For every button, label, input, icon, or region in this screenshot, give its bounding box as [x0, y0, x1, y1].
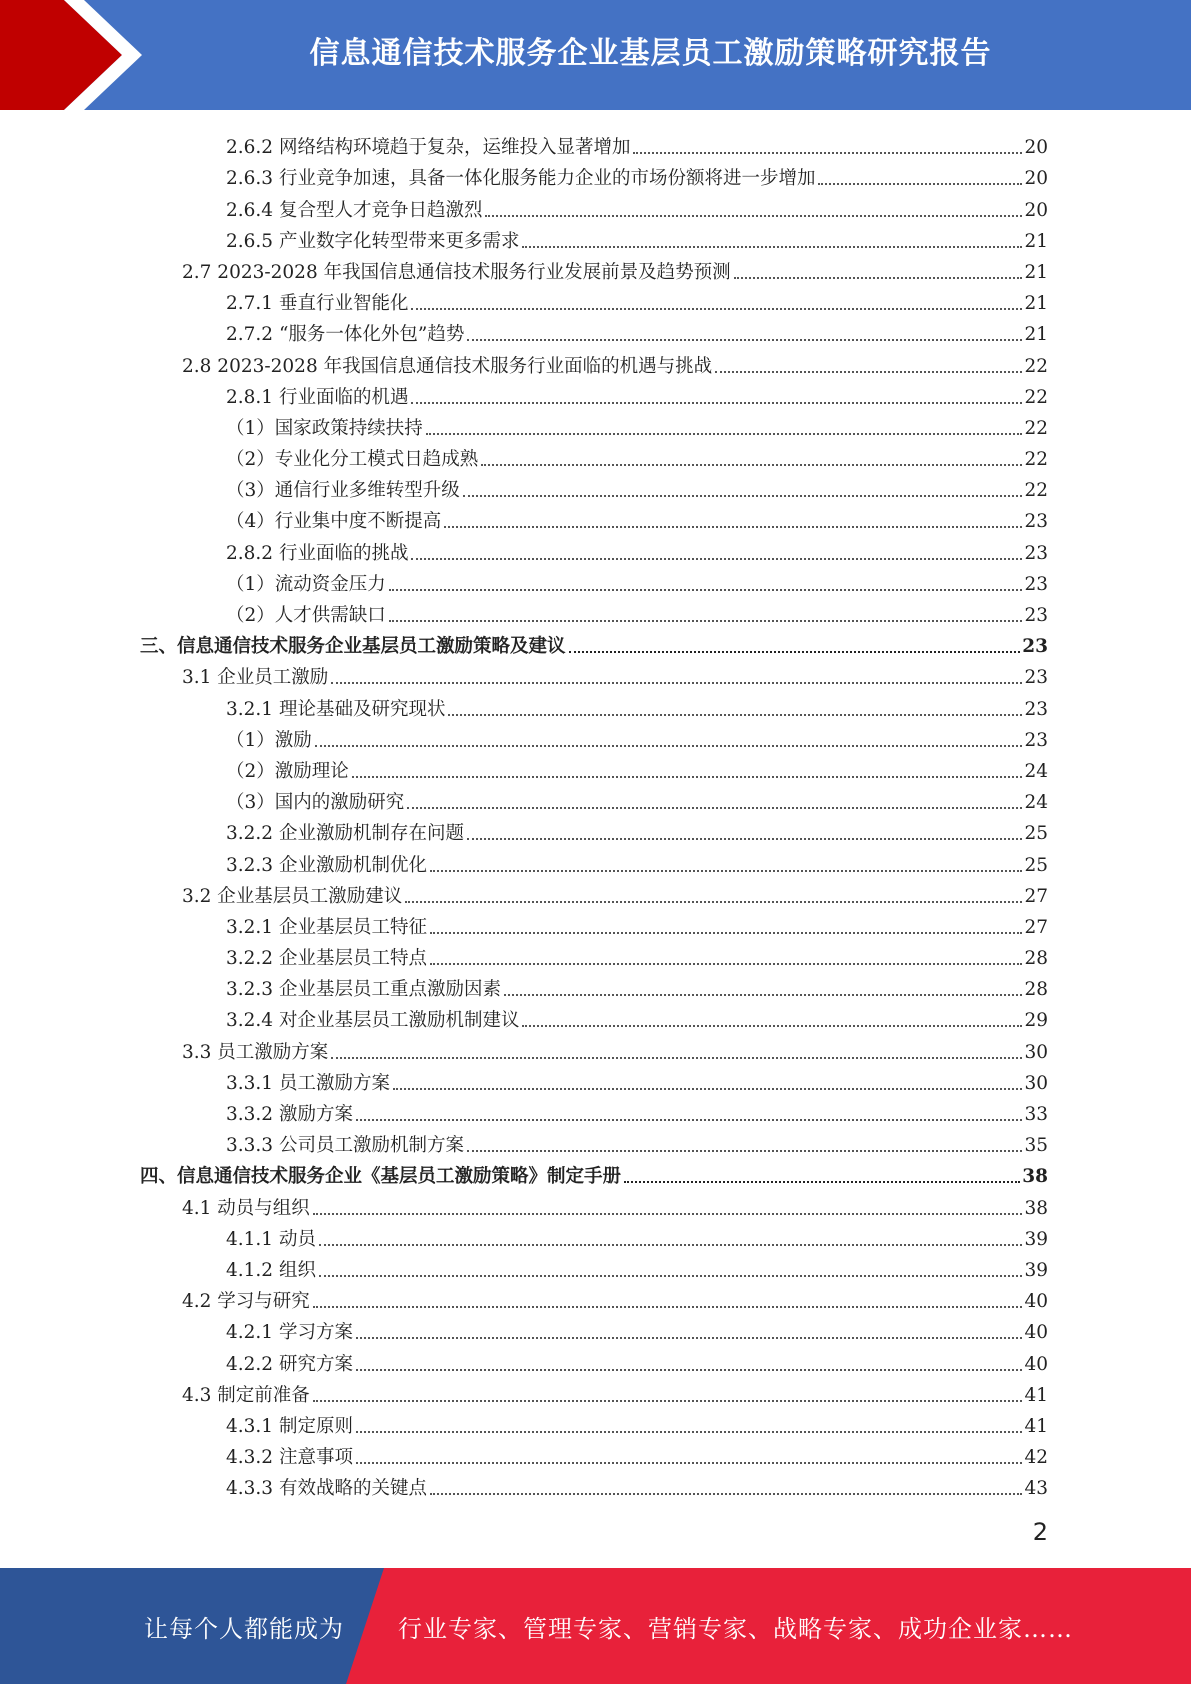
toc-dot-leader	[467, 1150, 1022, 1152]
toc-dot-leader	[504, 994, 1022, 996]
toc-dot-leader	[522, 1025, 1022, 1027]
toc-dot-leader	[411, 558, 1022, 560]
toc-dot-leader	[389, 589, 1023, 591]
toc-entry[interactable]	[140, 721, 1048, 752]
toc-dot-leader	[411, 308, 1022, 310]
toc-entry-page: 22	[1024, 355, 1048, 377]
toc-entry[interactable]	[140, 1469, 1048, 1500]
toc-entry-label: （2）激励理论	[226, 760, 349, 782]
toc-entry[interactable]	[140, 190, 1048, 221]
toc-entry-label: 3.2 企业基层员工激励建议	[182, 885, 403, 907]
toc-entry[interactable]	[140, 845, 1048, 876]
toc-entry-label: （1）国家政策持续扶持	[226, 417, 423, 439]
toc-dot-leader	[393, 1088, 1022, 1090]
toc-entry-page: 40	[1024, 1291, 1048, 1313]
toc-entry-label: （2）专业化分工模式日趋成熟	[226, 449, 479, 471]
toc-dot-leader	[430, 870, 1022, 872]
toc-dot-leader	[313, 1306, 1023, 1308]
toc-entry-label: （3）国内的激励研究	[226, 792, 405, 814]
toc-entry-page: 41	[1024, 1384, 1048, 1406]
toc-entry-page: 23	[1024, 511, 1048, 533]
toc-entry-label: 4.3.3 有效战略的关键点	[226, 1478, 427, 1500]
toc-dot-leader	[467, 838, 1022, 840]
toc-entry-page: 23	[1024, 605, 1048, 626]
toc-dot-leader	[463, 495, 1023, 497]
toc-entry-label: 3.1 企业员工激励	[182, 667, 329, 689]
toc-entry-label: 四、信息通信技术服务企业《基层员工激励策略》制定手册	[140, 1166, 622, 1188]
toc-entry-page: 39	[1024, 1259, 1048, 1281]
toc-entry-label: 3.2.2 企业激励机制存在问题	[226, 823, 464, 845]
toc-entry-page: 27	[1024, 916, 1048, 938]
toc-dot-leader	[633, 152, 1022, 154]
toc-dot-leader	[352, 776, 1023, 778]
toc-entry-page: 25	[1024, 854, 1048, 876]
toc-entry[interactable]	[140, 658, 1048, 689]
page-footer	[0, 1568, 1191, 1684]
toc-dot-leader	[426, 433, 1023, 435]
toc-entry-page: 21	[1024, 230, 1048, 252]
toc-entry-label: 3.3.3 公司员工激励机制方案	[226, 1135, 464, 1157]
toc-entry-label: （3）通信行业多维转型升级	[226, 480, 460, 502]
toc-entry[interactable]	[140, 159, 1048, 190]
toc-entry-page: 23	[1024, 667, 1048, 689]
toc-entry-label: 4.1.2 组织	[226, 1259, 316, 1281]
toc-entry-label: 2.8.1 行业面临的机遇	[226, 386, 409, 408]
toc-entry-label: 3.2.3 企业基层员工重点激励因素	[226, 979, 501, 1001]
toc-dot-leader	[734, 277, 1023, 279]
toc-dot-leader	[407, 807, 1022, 809]
toc-dot-leader	[356, 1431, 1023, 1433]
toc-entry-label: 4.3 制定前准备	[182, 1384, 310, 1406]
toc-entry-page: 23	[1024, 698, 1048, 720]
page-number: 2	[1032, 1518, 1048, 1546]
toc-entry-label: 3.3.1 员工激励方案	[226, 1072, 390, 1094]
toc-entry-label: 4.1.1 动员	[226, 1228, 316, 1250]
toc-entry-label: 3.2.4 对企业基层员工激励机制建议	[226, 1010, 520, 1032]
toc-entry[interactable]	[140, 689, 1048, 720]
toc-entry[interactable]	[140, 877, 1048, 908]
toc-entry-page: 21	[1024, 324, 1048, 346]
toc-dot-leader	[315, 745, 1023, 747]
toc-entry-label: 2.6.3 行业竞争加速，具备一体化服务能力企业的市场份额将进一步增加	[226, 168, 816, 190]
toc-entry-label: 2.8.2 行业面临的挑战	[226, 542, 409, 564]
toc-entry[interactable]	[140, 1376, 1048, 1407]
toc-entry[interactable]	[140, 1313, 1048, 1344]
toc-entry-label: 2.7.1 垂直行业智能化	[226, 293, 409, 315]
toc-entry-label: 4.3.1 制定原则	[226, 1415, 353, 1437]
toc-entry-page: 35	[1024, 1135, 1048, 1157]
toc-entry[interactable]	[140, 253, 1048, 284]
toc-entry-page: 30	[1024, 1072, 1048, 1094]
toc-entry[interactable]	[140, 409, 1048, 440]
toc-entry-page: 21	[1024, 293, 1048, 315]
toc-entry-page: 39	[1024, 1228, 1048, 1250]
toc-entry[interactable]	[140, 814, 1048, 845]
toc-entry[interactable]	[140, 939, 1048, 970]
toc-entry-page: 40	[1024, 1353, 1048, 1375]
toc-entry[interactable]	[140, 1157, 1048, 1188]
toc-entry-page: 24	[1024, 792, 1048, 814]
toc-dot-leader	[430, 963, 1022, 965]
footer-slogan-right: 行业专家、管理专家、营销专家、战略专家、成功企业家……	[398, 1614, 1073, 1643]
toc-entry[interactable]	[140, 596, 1048, 627]
toc-entry[interactable]	[140, 908, 1048, 939]
toc-entry[interactable]	[140, 533, 1048, 564]
toc-entry[interactable]	[140, 752, 1048, 783]
toc-entry-page: 28	[1024, 979, 1048, 1001]
toc-entry-label: 4.3.2 注意事项	[226, 1447, 353, 1469]
toc-dot-leader	[715, 371, 1022, 373]
toc-entry[interactable]	[140, 1251, 1048, 1282]
toc-dot-leader	[569, 651, 1021, 653]
toc-dot-leader	[448, 714, 1022, 716]
toc-entry-page: 24	[1024, 760, 1048, 782]
toc-entry-page: 22	[1024, 386, 1048, 408]
toc-entry-page: 28	[1024, 948, 1048, 970]
page-header	[0, 0, 1191, 110]
toc-entry[interactable]	[140, 1095, 1048, 1126]
toc-entry-page: 25	[1024, 823, 1048, 845]
toc-entry[interactable]	[140, 1126, 1048, 1157]
footer-slogan-left: 让每个人都能成为	[144, 1614, 344, 1643]
toc-entry-label: （4）行业集中度不断提高	[226, 511, 442, 533]
toc-entry[interactable]	[140, 222, 1048, 253]
toc-entry[interactable]	[140, 378, 1048, 409]
toc-entry-label: 2.8 2023-2028 年我国信息通信技术服务行业面临的机遇与挑战	[182, 355, 713, 377]
toc-entry[interactable]	[140, 440, 1048, 471]
toc-entry-page: 22	[1024, 480, 1048, 502]
toc-dot-leader	[411, 402, 1022, 404]
toc-entry-label: 4.1 动员与组织	[182, 1197, 310, 1219]
toc-dot-leader	[481, 464, 1022, 466]
report-title: 信息通信技术服务企业基层员工激励策略研究报告	[309, 36, 992, 71]
toc-entry-page: 22	[1024, 417, 1048, 439]
toc-dot-leader	[319, 1275, 1023, 1277]
toc-entry-label: 3.2.1 企业基层员工特征	[226, 916, 427, 938]
toc-entry-page: 23	[1024, 729, 1048, 751]
toc-dot-leader	[331, 1057, 1022, 1059]
toc-entry[interactable]	[140, 1220, 1048, 1251]
toc-entry[interactable]	[140, 471, 1048, 502]
toc-dot-leader	[319, 1244, 1023, 1246]
toc-entry-page: 30	[1024, 1041, 1048, 1063]
toc-entry-label: 2.7 2023-2028 年我国信息通信技术服务行业发展前景及趋势预测	[182, 261, 731, 283]
toc-dot-leader	[356, 1462, 1023, 1464]
toc-dot-leader	[356, 1369, 1023, 1371]
toc-entry[interactable]	[140, 1407, 1048, 1438]
toc-entry-page: 27	[1024, 885, 1048, 907]
toc-entry[interactable]	[140, 565, 1048, 596]
toc-entry[interactable]	[140, 970, 1048, 1001]
toc-dot-leader	[356, 1337, 1023, 1339]
toc-entry-page: 38	[1022, 1166, 1048, 1188]
toc-entry-label: 2.6.2 网络结构环境趋于复杂，运维投入显著增加	[226, 137, 631, 159]
toc-entry-page: 42	[1024, 1447, 1048, 1469]
toc-entry-page: 23	[1024, 573, 1048, 595]
toc-dot-leader	[313, 1400, 1023, 1402]
toc-entry[interactable]	[140, 346, 1048, 377]
toc-entry[interactable]	[140, 1064, 1048, 1095]
toc-dot-leader	[818, 183, 1022, 185]
table-of-contents	[140, 128, 1048, 1500]
toc-entry-label: 3.2.3 企业激励机制优化	[226, 854, 427, 876]
toc-entry-page: 21	[1024, 261, 1048, 283]
toc-entry[interactable]	[140, 1188, 1048, 1219]
toc-entry-label: 2.6.4 复合型人才竞争日趋激烈	[226, 199, 483, 221]
toc-entry-label: （1）激励	[226, 729, 312, 751]
toc-entry-page: 23	[1024, 542, 1048, 564]
toc-entry-page: 20	[1024, 137, 1048, 159]
toc-entry[interactable]	[140, 1032, 1048, 1063]
toc-dot-leader	[430, 932, 1022, 934]
toc-entry-label: 3.3.2 激励方案	[226, 1104, 353, 1125]
toc-entry-label: 4.2 学习与研究	[182, 1291, 310, 1313]
toc-entry[interactable]	[140, 783, 1048, 814]
toc-dot-leader	[522, 246, 1022, 248]
toc-entry[interactable]	[140, 1001, 1048, 1032]
toc-entry-page: 29	[1024, 1010, 1048, 1032]
toc-entry-label: 3.3 员工激励方案	[182, 1041, 329, 1063]
toc-dot-leader	[624, 1181, 1020, 1183]
toc-entry[interactable]	[140, 627, 1048, 658]
toc-entry[interactable]	[140, 128, 1048, 159]
toc-entry-label: 2.7.2 “服务一体化外包”趋势	[226, 324, 465, 346]
toc-entry[interactable]	[140, 502, 1048, 533]
toc-entry-page: 33	[1024, 1104, 1048, 1125]
toc-entry-page: 40	[1024, 1322, 1048, 1344]
toc-dot-leader	[467, 339, 1022, 341]
toc-entry-page: 38	[1024, 1197, 1048, 1219]
toc-entry[interactable]	[140, 1344, 1048, 1375]
toc-dot-leader	[430, 1493, 1022, 1495]
toc-entry[interactable]	[140, 315, 1048, 346]
toc-dot-leader	[389, 620, 1023, 622]
toc-entry-page: 22	[1024, 449, 1048, 471]
toc-entry[interactable]	[140, 284, 1048, 315]
toc-entry[interactable]	[140, 1438, 1048, 1469]
toc-entry-page: 23	[1022, 636, 1048, 658]
toc-dot-leader	[444, 526, 1022, 528]
toc-dot-leader	[485, 215, 1022, 217]
toc-dot-leader	[331, 682, 1022, 684]
toc-entry-label: 4.2.1 学习方案	[226, 1322, 353, 1344]
header-red-chevron-icon	[0, 0, 150, 110]
toc-entry-page: 43	[1024, 1478, 1048, 1500]
toc-dot-leader	[405, 901, 1022, 903]
toc-entry-page: 20	[1024, 168, 1048, 190]
toc-dot-leader	[313, 1213, 1023, 1215]
toc-entry-label: 三、信息通信技术服务企业基层员工激励策略及建议	[140, 636, 566, 658]
toc-entry-page: 41	[1024, 1415, 1048, 1437]
toc-entry[interactable]	[140, 1282, 1048, 1313]
toc-entry-label: 4.2.2 研究方案	[226, 1353, 353, 1375]
toc-dot-leader	[356, 1119, 1023, 1121]
toc-entry-label: 2.6.5 产业数字化转型带来更多需求	[226, 230, 520, 252]
toc-entry-page: 20	[1024, 199, 1048, 221]
toc-entry-label: （1）流动资金压力	[226, 573, 386, 595]
toc-entry-label: 3.2.1 理论基础及研究现状	[226, 698, 446, 720]
toc-entry-label: （2）人才供需缺口	[226, 605, 386, 626]
toc-entry-label: 3.2.2 企业基层员工特点	[226, 948, 427, 970]
